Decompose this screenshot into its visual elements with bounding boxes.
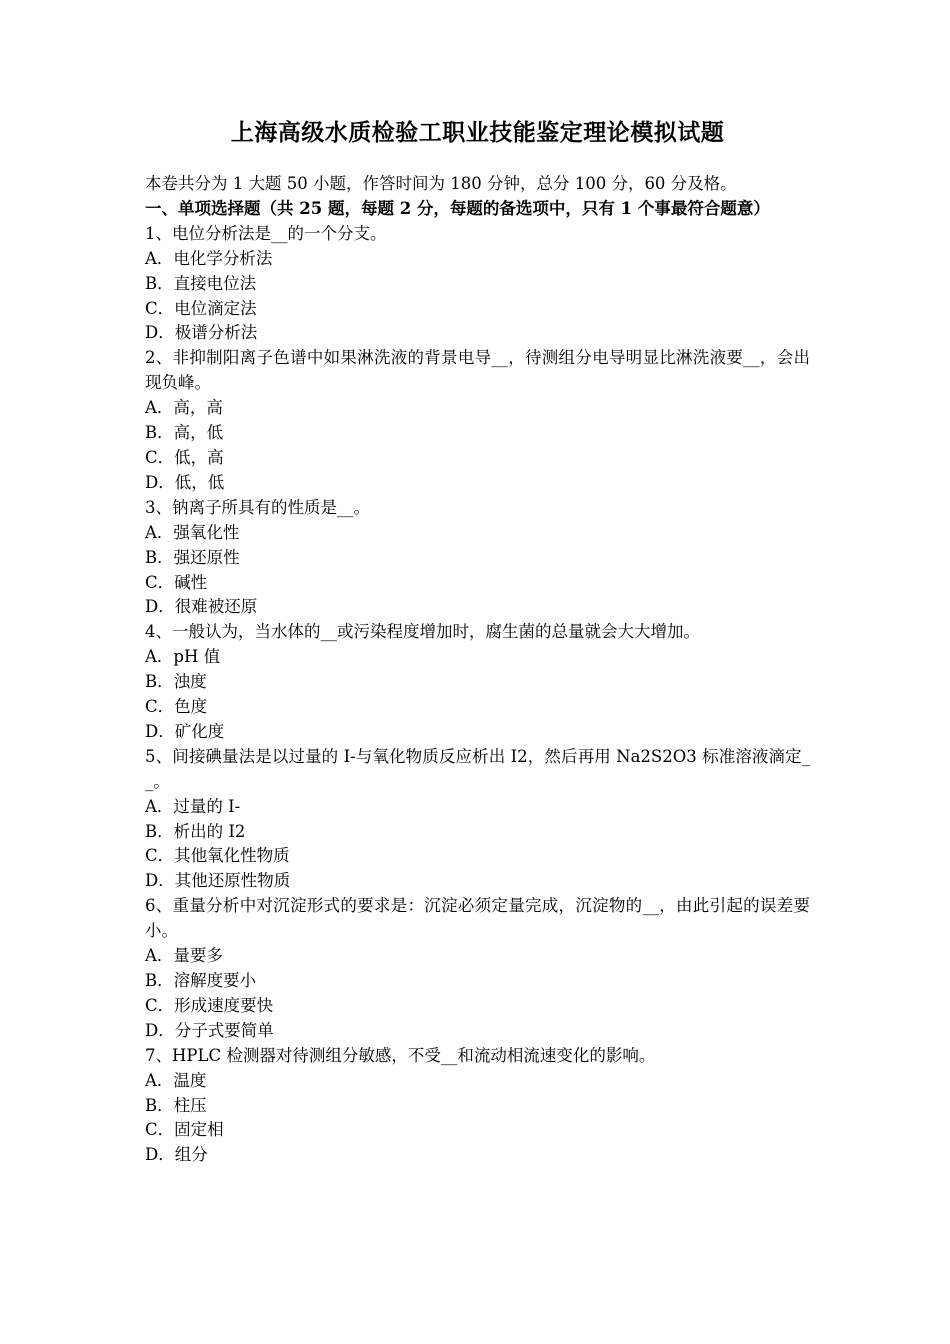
- exam-intro: 本卷共分为 1 大题 50 小题，作答时间为 180 分钟，总分 100 分，60 分及格。: [145, 174, 737, 193]
- option-c: C．色度: [145, 697, 208, 717]
- option-d: D．低，低: [145, 472, 225, 492]
- option-b: B．高，低: [145, 423, 224, 443]
- option-b: B．强还原性: [145, 547, 240, 567]
- question-7: [145, 1044, 810, 1169]
- option-a: A．量要多: [145, 946, 223, 966]
- option-c: C．碱性: [145, 572, 208, 592]
- option-d: D．其他还原性物质: [145, 871, 291, 891]
- question-3: [145, 496, 810, 621]
- question-stem: 2、非抑制阳离子色谱中如果淋洗液的背景电导__，待测组分电导明显比淋洗液要__，会出现负峰。: [145, 348, 810, 393]
- question-stem: 1、电位分析法是__的一个分支。: [145, 223, 387, 243]
- option-a: A．强氧化性: [145, 522, 240, 542]
- question-6: [145, 894, 810, 1043]
- option-a: A．电化学分析法: [145, 248, 273, 268]
- option-b: B．直接电位法: [145, 273, 257, 293]
- option-c: C．低，高: [145, 447, 224, 467]
- option-c: C．其他氧化性物质: [145, 846, 290, 866]
- option-b: B．浊度: [145, 672, 207, 692]
- option-d: D．很难被还原: [145, 597, 258, 617]
- question-stem: 5、间接碘量法是以过量的 I-与氧化物质反应析出 I2，然后再用 Na2S2O3 标准溶液滴定__。: [145, 746, 810, 791]
- option-b: B．溶解度要小: [145, 971, 257, 990]
- option-c: C．形成速度要快: [145, 995, 274, 1015]
- option-d: D．组分: [145, 1145, 208, 1165]
- question-list: [145, 222, 810, 1168]
- question-stem: 6、重量分析中对沉淀形式的要求是：沉淀必须定量完成，沉淀物的__，由此引起的误差要小。: [145, 896, 810, 941]
- option-c: C．固定相: [145, 1120, 224, 1140]
- question-stem: 7、HPLC 检测器对待测组分敏感，不受__和流动相流速变化的影响。: [145, 1045, 656, 1065]
- section-heading: 一、单项选择题（共 25 题，每题 2 分，每题的备选项中，只有 1 个事最符合题意）: [145, 198, 770, 218]
- option-d: D．矿化度: [145, 721, 225, 741]
- document-page: [145, 118, 810, 1168]
- question-4: [145, 620, 810, 745]
- option-b: B．析出的 I2: [145, 821, 246, 841]
- option-c: C．电位滴定法: [145, 298, 257, 318]
- option-a: A．温度: [145, 1070, 207, 1090]
- question-2: [145, 346, 810, 495]
- question-5: [145, 745, 810, 894]
- option-b: B．柱压: [145, 1095, 207, 1115]
- question-stem: 4、一般认为，当水体的__或污染程度增加时，腐生菌的总量就会大大增加。: [145, 622, 700, 642]
- option-d: D．分子式要简单: [145, 1020, 274, 1040]
- document-title: 上海高级水质检验工职业技能鉴定理论模拟试题: [230, 119, 725, 146]
- option-a: A．过量的 I-: [145, 796, 241, 816]
- option-a: A．高，高: [145, 398, 223, 418]
- question-1: [145, 222, 810, 347]
- question-stem: 3、钠离子所具有的性质是__。: [145, 497, 370, 517]
- option-d: D．极谱分析法: [145, 323, 258, 343]
- option-a: A．pH 值: [145, 647, 221, 667]
